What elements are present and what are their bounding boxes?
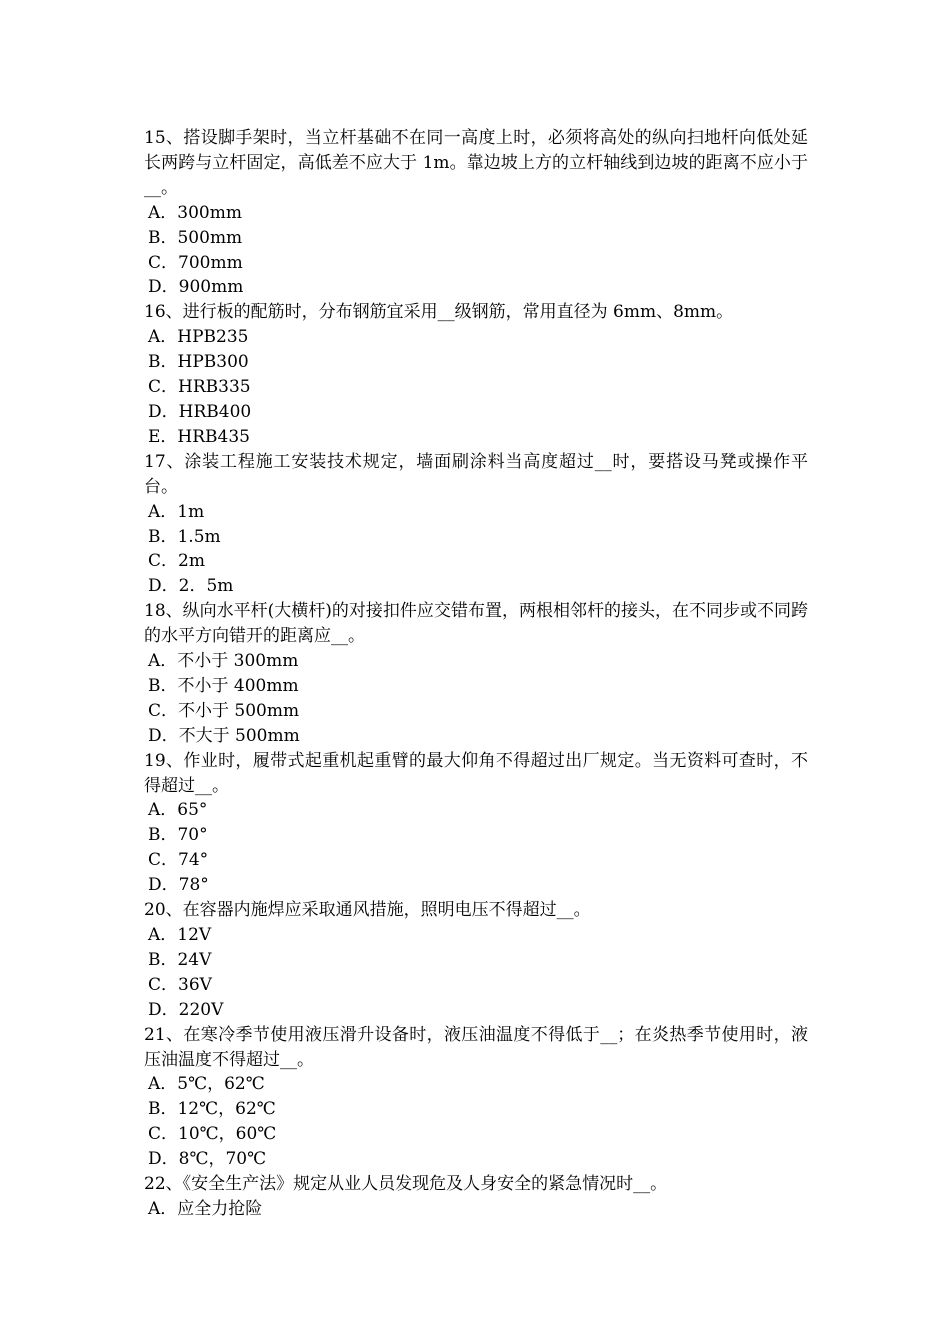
question-block	[144, 126, 808, 300]
option-b: B．12℃，62℃	[148, 1099, 276, 1120]
question-text: 15、搭设脚手架时，当立杆基础不在同一高度上时，必须将高处的纵向扫地杆向低处延长两跨与立杆固定，高低差不应大于 1m。靠边坡上方的立杆轴线到边坡的距离不应小于__。	[144, 128, 808, 198]
option-d: D．HRB400	[148, 401, 252, 422]
question-block	[144, 898, 808, 1023]
option-d: D．220V	[148, 999, 224, 1020]
option-c: C．10℃，60℃	[148, 1124, 277, 1145]
option-a: A．不小于 300mm	[148, 651, 299, 672]
option-e: E．HRB435	[148, 426, 250, 447]
option-b: B．HPB300	[148, 352, 249, 373]
option-a: A．300mm	[148, 202, 242, 223]
question-block	[144, 749, 808, 898]
option-a: A．5℃，62℃	[148, 1074, 265, 1095]
option-c: C．2m	[148, 551, 205, 572]
option-a: A．65°	[148, 800, 208, 821]
question-block	[144, 450, 808, 599]
option-b: B．24V	[148, 949, 212, 970]
question-text: 21、在寒冷季节使用液压滑升设备时，液压油温度不得低于__；在炎热季节使用时，液压油温度不得超过__。	[144, 1024, 808, 1070]
question-text: 18、纵向水平杆(大横杆)的对接扣件应交错布置，两根相邻杆的接头，在不同步或不同跨的水平方向错开的距离应__。	[144, 601, 808, 647]
question-block	[144, 300, 808, 449]
option-a: A．12V	[148, 925, 212, 945]
option-d: D．不大于 500mm	[148, 725, 300, 746]
question-text: 17、涂装工程施工安装技术规定，墙面刷涂料当高度超过__时，要搭设马凳或操作平台。	[144, 451, 808, 497]
option-b: B．不小于 400mm	[148, 675, 299, 696]
option-c: C．不小于 500mm	[148, 700, 300, 721]
option-b: B．500mm	[148, 227, 243, 248]
question-text: 19、作业时，履带式起重机起重臂的最大仰角不得超过出厂规定。当无资料可查时，不得超过__。	[144, 750, 808, 796]
option-d: D．8℃，70℃	[148, 1149, 267, 1170]
option-c: C．700mm	[148, 252, 243, 273]
option-d: D．78°	[148, 875, 209, 896]
question-list	[144, 126, 808, 1222]
option-c: C．36V	[148, 974, 212, 995]
question-text: 22、《安全生产法》规定从业人员发现危及人身安全的紧急情况时__。	[144, 1174, 668, 1195]
option-a: A．应全力抢险	[148, 1198, 263, 1219]
option-d: D．2．5m	[148, 576, 234, 597]
question-block	[144, 1172, 808, 1222]
option-c: C．74°	[148, 850, 209, 871]
question-block	[144, 599, 808, 748]
option-b: B．70°	[148, 825, 208, 846]
option-d: D．900mm	[148, 277, 244, 298]
option-b: B．1.5m	[148, 526, 221, 547]
option-a: A．HPB235	[148, 327, 249, 348]
question-text: 16、进行板的配筋时，分布钢筋宜采用__级钢筋，常用直径为 6mm、8mm。	[144, 302, 734, 323]
question-block	[144, 1023, 808, 1172]
option-a: A．1m	[148, 501, 205, 522]
option-c: C．HRB335	[148, 377, 251, 398]
question-text: 20、在容器内施焊应采取通风措施，照明电压不得超过__。	[144, 900, 591, 921]
